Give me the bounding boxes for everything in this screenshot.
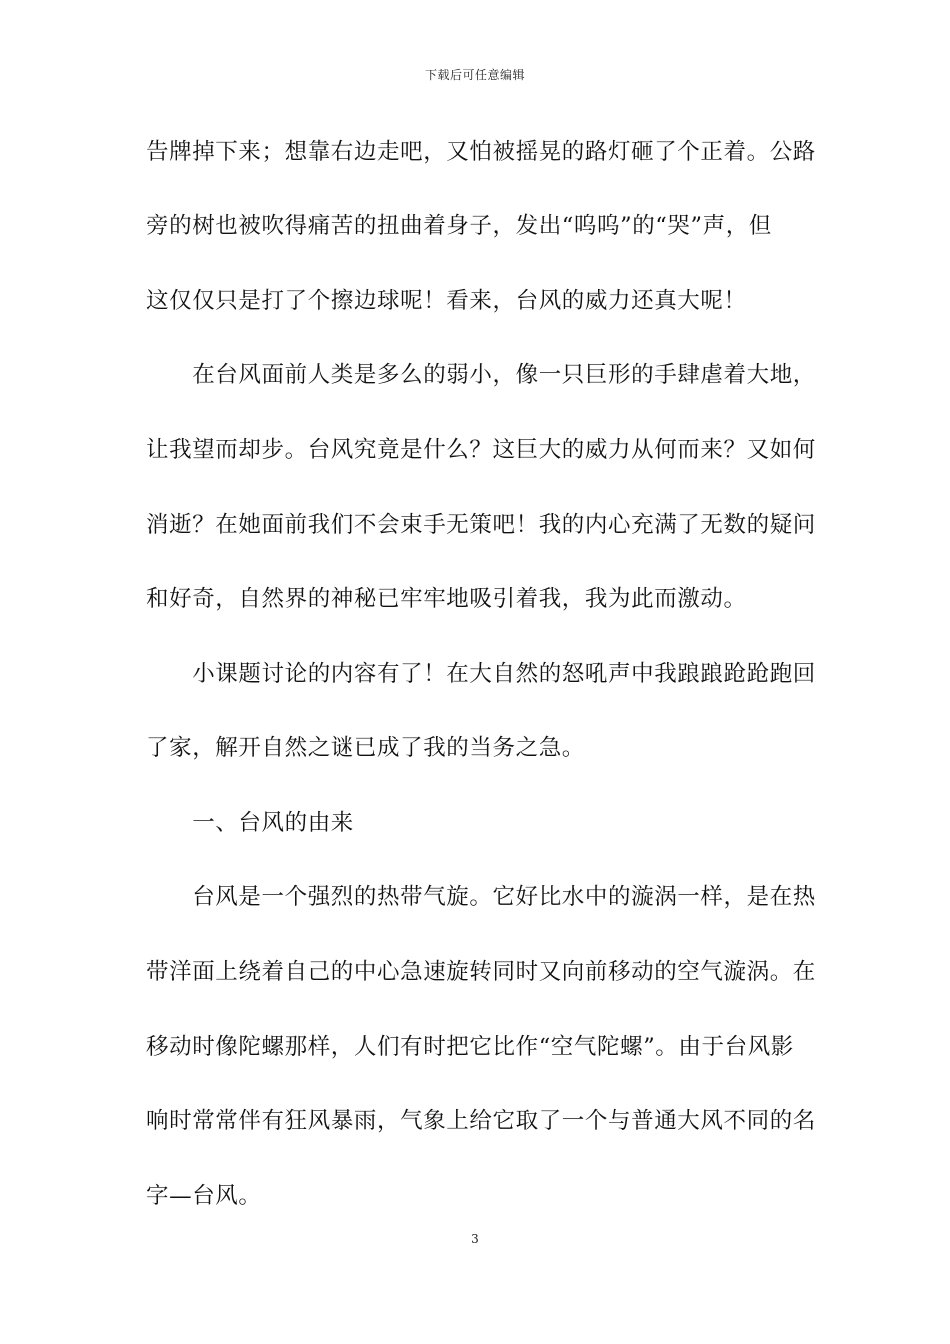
text-line: 台风是一个强烈的热带气旋。它好比水中的漩涡一样，是在热 — [146, 884, 816, 910]
text-line: 了家，解开自然之谜已成了我的当务之急。 — [146, 735, 585, 761]
text-line: 告牌掉下来；想靠右边走吧，又怕被摇晃的路灯砸了个正着。公路 — [146, 139, 816, 165]
text-line: 带洋面上绕着自己的中心急速旋转同时又向前移动的空气漩涡。在 — [146, 959, 816, 985]
text-line: 小课题讨论的内容有了！在大自然的怒吼声中我踉踉跄跄跑回 — [146, 661, 816, 687]
page-header: 下载后可任意编辑 — [424, 68, 525, 82]
text-line: 消逝？在她面前我们不会束手无策吧！我的内心充满了无数的疑问 — [146, 512, 816, 538]
text-line: 响时常常伴有狂风暴雨，气象上给它取了一个与普通大风不同的名 — [146, 1108, 816, 1134]
text-line: 移动时像陀螺那样，人们有时把它比作“空气陀螺”。由于台风影 — [146, 1034, 794, 1060]
text-line: 字—台风。 — [146, 1183, 262, 1209]
text-line: 在台风面前人类是多么的弱小，像一只巨形的手肆虐着大地， — [146, 362, 816, 388]
page-number: 3 — [471, 1232, 479, 1246]
text-line: 让我望而却步。台风究竟是什么？这巨大的威力从何而来？又如何 — [146, 437, 816, 463]
text-line: 和好奇，自然界的神秘已牢牢地吸引着我，我为此而激动。 — [146, 586, 747, 612]
text-line: 这仅仅只是打了个擦边球呢！看来，台风的威力还真大呢！ — [146, 288, 747, 314]
text-line: 旁的树也被吹得痛苦的扭曲着身子，发出“呜呜”的“哭”声，但 — [146, 213, 772, 239]
section-heading: 一、台风的由来 — [146, 810, 354, 836]
